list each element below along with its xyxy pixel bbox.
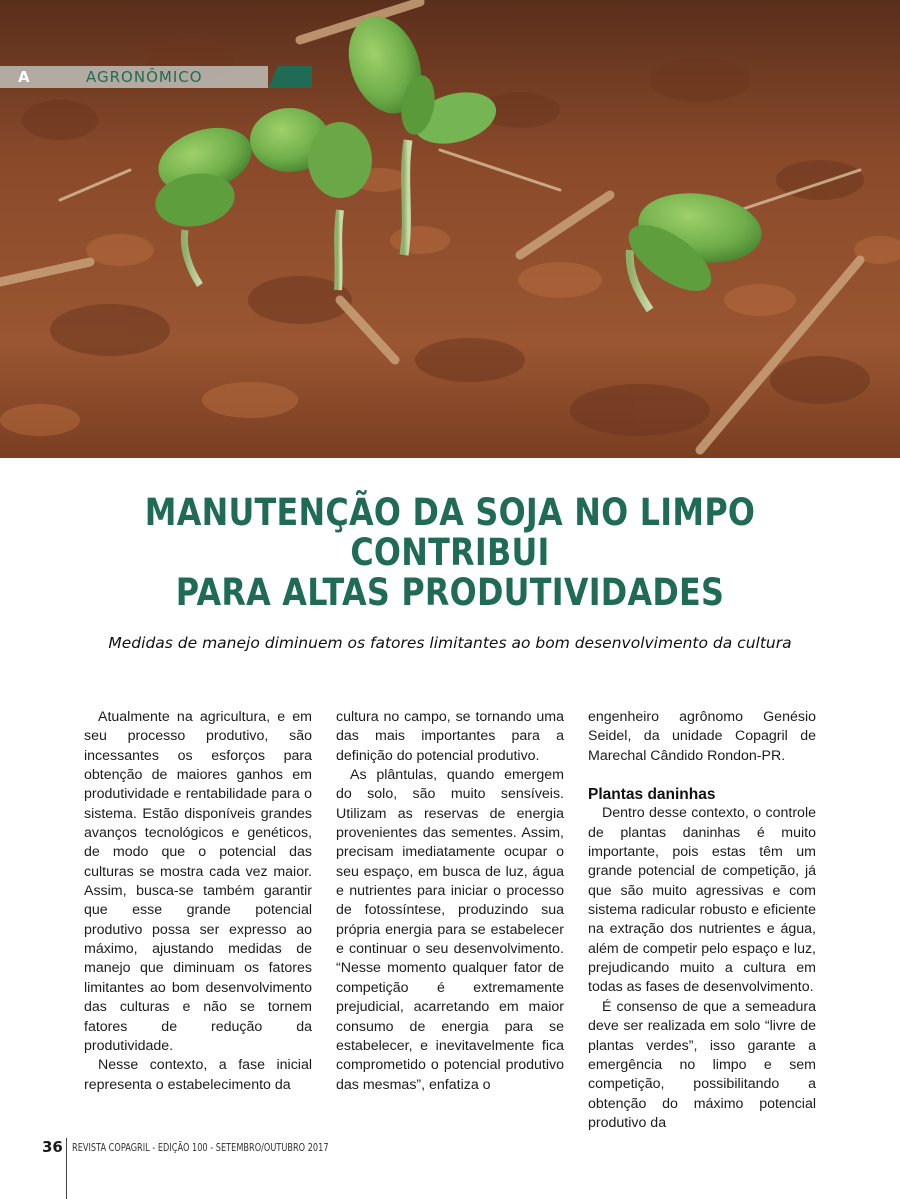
article-paragraph-continued: engenheiro agrônomo Genésio Seidel, da unidade Copagril de Marechal Cândido Rondon-PR. bbox=[588, 709, 816, 764]
article-column-3 bbox=[588, 708, 816, 1133]
article-paragraph-1: Atualmente na agricultura, e em seu processo produtivo, são incessantes os esforços para obtenção de maiores ganhos em produtividade e rentabilidade para o sistema. Estão disponíveis grandes avanços tecnológicos e genéticos, de modo que o potencial das culturas se mostra cada vez maior. Assim, busca-se também garantir que esse grande potencial produtivo possa ser expresso ao máximo, ajustando medidas de manejo que diminuam os fatores limitantes ao bom desenvolvimento das culturas e não se tornem fatores de redução da produtividade. bbox=[84, 709, 312, 1054]
article-paragraph-5: É consenso de que a semeadura deve ser realizada em solo “livre de plantas verdes”, isso garante a emergência no limpo e sem competição, possibilitando a obtenção do máximo potencial produtivo da bbox=[588, 998, 816, 1131]
article-column-1 bbox=[84, 708, 312, 1095]
section-badge bbox=[268, 66, 312, 88]
article-paragraph-2: Nesse contexto, a fase inicial representa o estabelecimento da bbox=[84, 1057, 312, 1093]
article-subheading: Plantas daninhas bbox=[588, 786, 716, 804]
article-headline bbox=[89, 493, 811, 613]
article-paragraph-4: Dentro desse contexto, o controle de plantas daninhas é muito importante, pois estas têm um grande potencial de competição, já que são muito agressivas e com sistema radicular robusto e eficiente na extração dos nutrientes e água, além de competir pelo espaço e luz, prejudicando muito a cultura em todas as fases de desenvolvimento. bbox=[588, 805, 816, 996]
article-paragraph-continued: cultura no campo, se tornando uma das mais importantes para a definição do potencial produtivo. bbox=[336, 709, 564, 764]
article-subhead: Medidas de manejo diminuem os fatores limitantes ao bom desenvolvimento da cultura bbox=[108, 634, 792, 652]
footer-divider bbox=[66, 1138, 67, 1199]
headline-line-1: MANUTENÇÃO DA SOJA NO LIMPO CONTRIBUI bbox=[144, 491, 756, 574]
headline-line-2: PARA ALTAS PRODUTIVIDADES bbox=[175, 571, 725, 614]
section-tab bbox=[0, 66, 312, 88]
section-badge-letter: A bbox=[18, 68, 30, 86]
section-label: AGRONÔMICO bbox=[86, 68, 203, 86]
article-paragraph-3: As plântulas, quando emergem do solo, são muito sensíveis. Utilizam as reservas de energia provenientes das sementes. Assim, precisam imediatamente ocupar o seu espaço, em busca de luz, água e nutrientes para iniciar o processo de fotossíntese, produzindo sua própria energia para se estabelecer e continuar o seu desenvolvimento. “Nesse momento qualquer fator de competição é extremamente prejudicial, acarretando em maior consumo de energia para se estabelecer, e inevitavelmente fica comprometido o potencial produtivo das mesmas”, enfatiza o bbox=[336, 767, 564, 1093]
page-number: 36 bbox=[42, 1138, 63, 1156]
footer-publication-info: REVISTA COPAGRIL - EDIÇÃO 100 - SETEMBRO/OUTUBRO 2017 bbox=[72, 1142, 329, 1154]
article-column-2 bbox=[336, 708, 564, 1095]
